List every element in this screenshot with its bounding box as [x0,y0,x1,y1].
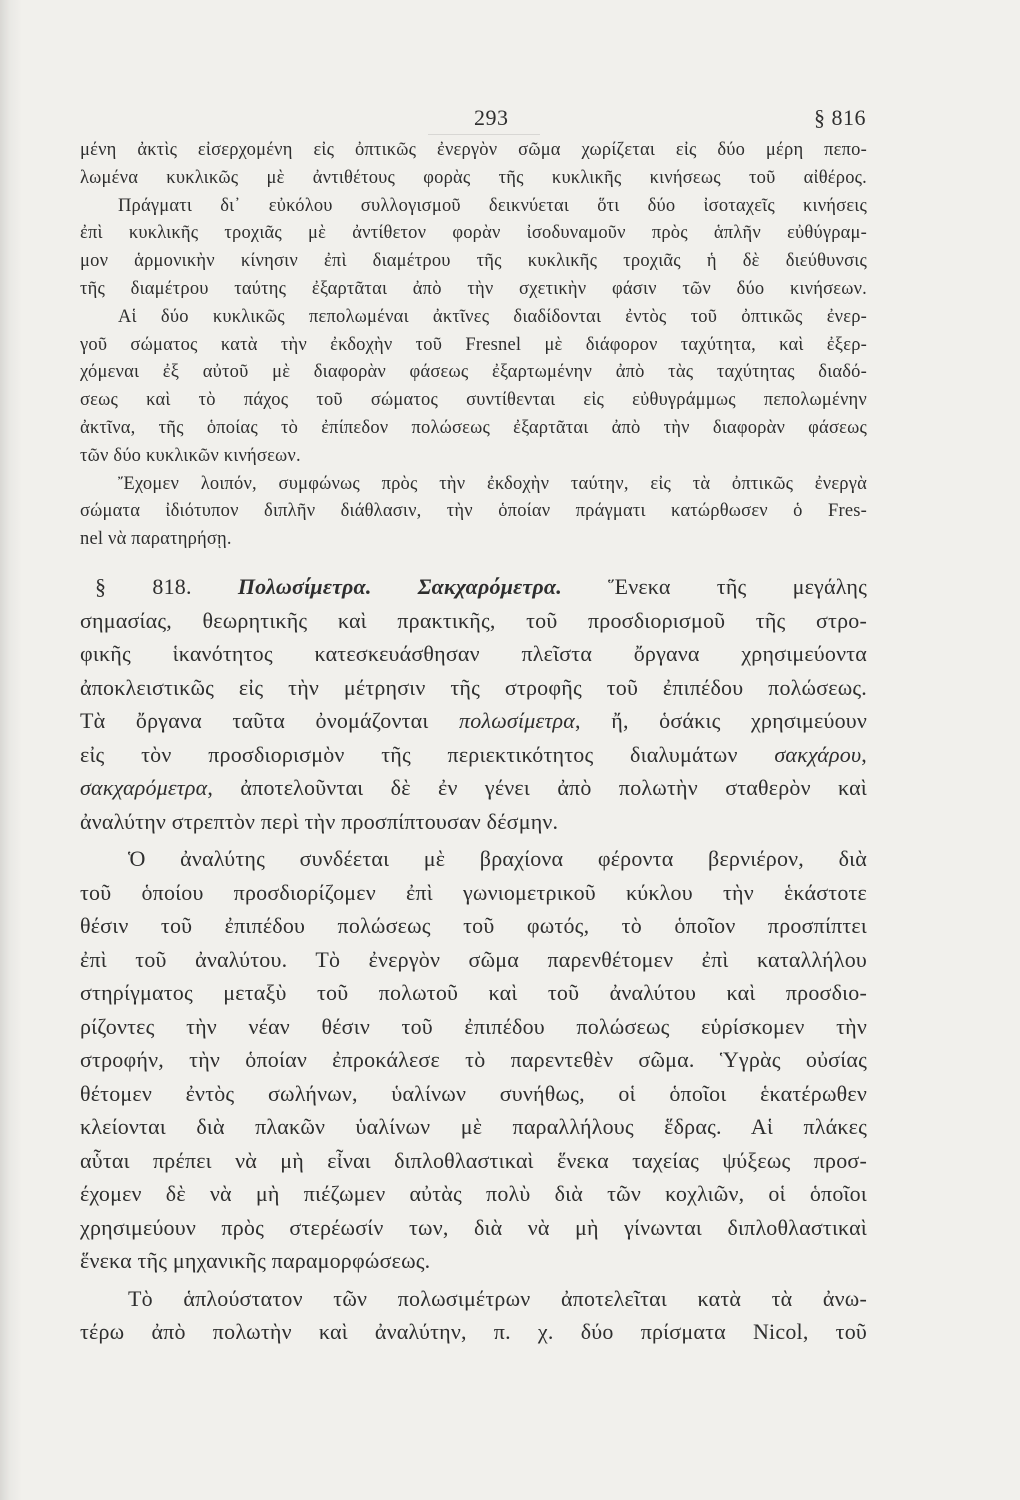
text-line: Ὁ ἀναλύτης συνδέεται μὲ βραχίονα φέροντα βερνιέρον, διὰ [128,846,867,871]
text-line: τοῦ ὁποίου προσδιορίζομεν ἐπὶ γωνιομετρικοῦ κύκλου τὴν ἑκάστοτε [80,879,867,905]
section-818 [80,570,867,1349]
text-line: ἕνεκα τῆς μηχανικῆς παραμορφώσεως. [80,1248,431,1273]
text-line: σεως καὶ τὸ πάχος τοῦ σώματος συντίθενται εἰς εὐθυγράμμως πεπολωμένην [80,390,867,411]
text-line: χρησιμεύουν πρὸς στερέωσίν των, διὰ νὰ μὴ γίνωνται διπλοθλαστικαὶ [80,1214,867,1240]
text-line: τῆς διαμέτρου ταύτης ἐξαρτᾶται ἀπὸ τὴν σχετικὴν φάσιν τῶν δύο κινήσεων. [80,278,867,299]
text-line [80,738,867,772]
text-line: nel νὰ παρατηρήσῃ. [80,529,232,550]
text-line: σημασίας, θεωρητικῆς καὶ πρακτικῆς, τοῦ προσδιορισμοῦ τῆς στρο- [80,607,867,633]
emphasis-term: σακχάρου [774,741,862,767]
text-line: Αἱ δύο κυκλικῶς πεπολωμέναι ἀκτῖνες διαδίδονται ἐντὸς τοῦ ὀπτικῶς ἐνερ- [118,306,867,327]
text-segment: , ἤ, ὁσάκις χρησιμεύουν [575,708,867,733]
text-line: ἐπὶ κυκλικῆς τροχιᾶς μὲ ἀντίθετον φορὰν ἰσοδυναμοῦν πρὸς ἁπλῆν εὐθύγραμ- [80,223,867,244]
section-number: § 818. [95,574,192,599]
text-line: φικῆς ἱκανότητος κατεσκευάσθησαν πλεῖστα ὄργανα χρησιμεύοντα [80,641,867,666]
text-line: Ἔχομεν λοιπόν, συμφώνως πρὸς τὴν ἐκδοχὴν ταύτην, εἰς τὰ ὀπτικῶς ἐνεργὰ [118,473,867,494]
text-line: στηρίγματος μεταξὺ τοῦ πολωτοῦ καὶ τοῦ ἀναλύτου καὶ προσδιο- [80,980,867,1005]
text-line: ἀναλύτην στρεπτὸν περὶ τὴν προσπίπτουσαν δέσμην. [80,808,559,834]
text-line: έχομεν δὲ νὰ μὴ πιέζωμεν αὐτὰς πολὺ διὰ τῶν κοχλιῶν, οἱ ὁποῖοι [80,1181,867,1206]
continued-paragraphs [80,137,867,554]
emphasis-term: πολωσίμετρα [459,708,575,733]
text-line: τῶν δύο κυκλικῶν κινήσεων. [80,445,301,466]
text-line: τέρω ἀπὸ πολωτὴν καὶ ἀναλύτην, π. χ. δύο πρίσματα Nicol, τοῦ [80,1319,867,1344]
page-number: 293 [474,105,509,130]
text-segment: Τὰ ὄργανα ταῦτα ὀνομάζονται [80,708,429,733]
text-line [80,771,867,805]
text-line: λωμένα κυκλικῶς μὲ ἀντιθέτους φορὰς τῆς κυκλικῆς κινήσεως τοῦ αἰθέρος. [80,167,867,188]
text-line [80,704,867,738]
text-line: χόμεναι ἐξ αὐτοῦ μὲ διαφορὰν φάσεως ἐξαρτωμένην ἀπὸ τὰς ταχύτητας διαδό- [80,362,867,383]
text-line: ρίζοντες τὴν νέαν θέσιν τοῦ ἐπιπέδου πολώσεως εὑρίσκομεν τὴν [80,1013,867,1039]
text-line: γοῦ σώματος κατὰ τὴν ἐκδοχὴν τοῦ Fresnel μὲ διάφορον ταχύτητα, καὶ ἐξερ- [80,334,867,355]
text-line: θέτομεν ἐντὸς σωλήνων, ὑαλίνων συνήθως, οἱ ὁποῖοι ἑκατέρωθεν [80,1080,867,1106]
text-line: θέσιν τοῦ ἐπιπέδου πολώσεως τοῦ φωτός, τὸ ὁποῖον προσπίπτει [80,913,867,938]
text-segment: , [861,741,867,767]
section-title: Πολωσίμετρα. Σακχαρόμετρα. [237,574,562,599]
text-line: Τὸ ἁπλούστατον τῶν πολωσιμέτρων ἀποτελεῖται κατὰ τὰ ἀνω- [128,1285,867,1311]
text-line: ἐπὶ τοῦ ἀναλύτου. Τὸ ἐνεργὸν σῶμα παρενθέτομεν ἐπὶ καταλλήλου [80,946,867,972]
text-line: στροφήν, τὴν ὁποίαν ἐπροκάλεσε τὸ παρεντεθὲν σῶμα. Ὑγρὰς οὐσίας [80,1047,867,1072]
text-segment: εἰς τὸν προσδιορισμὸν τῆς περιεκτικότητος διαλυμάτων [80,741,738,767]
text-line: ἀκτῖνα, τῆς ὁποίας τὸ ἐπίπεδον πολώσεως ἐξαρτᾶται ἀπὸ τὴν διαφορὰν φάσεως [80,417,867,438]
running-section-mark: § 816 [814,105,866,130]
text-line: μένη ἀκτὶς εἰσερχομένη εἰς ὀπτικῶς ἐνεργὸν σῶμα χωρίζεται εἰς δύο μέρη πεπο- [80,140,867,160]
heading-continuation: Ἕνεκα τῆς μεγάλης [608,574,867,599]
section-heading-line [80,570,867,604]
text-line: Πράγματι δι᾽ εὐκόλου συλλογισμοῦ δεικνύεται ὅτι δύο ἰσοταχεῖς κινήσεις [118,195,867,216]
text-segment: , ἀποτελοῦνται δὲ ἐν γένει ἀπὸ πολωτὴν σταθερὸν καὶ [207,775,867,800]
text-line: σώματα ἰδιότυπον διπλῆν διάθλασιν, τὴν ὁποίαν πράγματι κατώρθωσεν ὁ Fres- [80,501,867,522]
text-line: αὗται πρέπει νὰ μὴ εἶναι διπλοθλαστικαὶ ἕνεκα ταχείας ψύξεως προσ- [80,1147,867,1173]
text-line: μον ἁρμονικὴν κίνησιν ἐπὶ διαμέτρου τῆς κυκλικῆς τροχιᾶς ἡ δὲ διεύθυνσις [80,251,867,272]
text-line: ἀποκλειστικῶς εἰς τὴν μέτρησιν τῆς στροφῆς τοῦ ἐπιπέδου πολώσεως. [80,674,867,700]
header-rule [428,134,540,135]
emphasis-term: σακχαρόμετρα [80,775,208,800]
text-line: κλείονται διὰ πλακῶν ὑαλίνων μὲ παραλλήλους ἕδρας. Αἱ πλάκες [80,1114,867,1139]
